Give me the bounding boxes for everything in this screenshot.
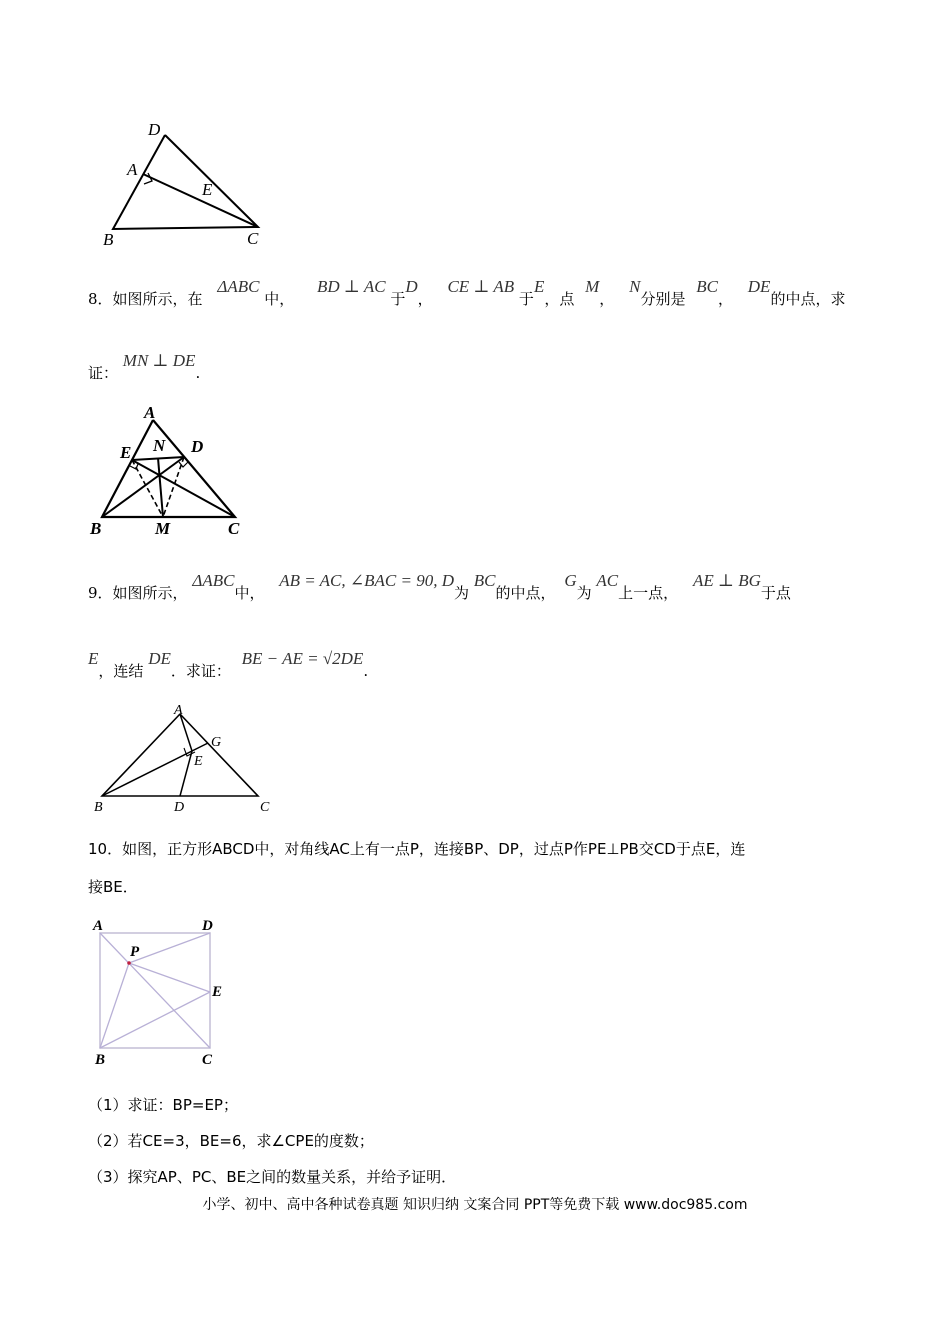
label-A: A xyxy=(93,918,104,934)
label-C: C xyxy=(247,229,259,248)
label-D: D xyxy=(202,918,213,934)
q10-sub1: （1）求证：BP=EP； xyxy=(88,1096,238,1114)
figure-q8-triangle xyxy=(82,400,252,540)
label-M: M xyxy=(155,519,171,538)
label-D: D xyxy=(174,800,185,815)
label-D: D xyxy=(148,120,161,139)
label-D: D xyxy=(191,437,204,456)
q9-line2: E，连结 DE．求证： BE − AE = √2DE. xyxy=(88,649,369,680)
label-B: B xyxy=(94,800,103,815)
label-C: C xyxy=(228,519,240,538)
q10-line2: 接BE． xyxy=(88,878,138,896)
label-G: G xyxy=(211,735,222,750)
label-A: A xyxy=(144,403,156,422)
label-E: E xyxy=(194,754,203,769)
label-P: P xyxy=(130,944,140,960)
label-B: B xyxy=(103,230,114,249)
label-N: N xyxy=(153,436,166,455)
q9-line1: 9．如图所示， ΔABC中， AB = AC, ∠BAC = 90, D为 BC的中点， G为 AC上一点， AE ⊥ BG于点 xyxy=(88,571,791,602)
label-B: B xyxy=(95,1052,106,1067)
q8-line1: 8．如图所示，在 ΔABC 中， BD ⊥ AC 于D， CE ⊥ AB 于E，点 M， N分别是 BC， DE的中点，求 xyxy=(88,277,846,308)
q10-sub3: （3）探究AP、PC、BE之间的数量关系，并给予证明． xyxy=(88,1168,457,1186)
figure-q10-square xyxy=(88,912,238,1067)
label-A: A xyxy=(127,160,138,179)
label-E: E xyxy=(120,443,132,462)
label-B: B xyxy=(90,519,102,538)
label-C: C xyxy=(202,1052,213,1067)
q10-line1: 10．如图，正方形ABCD中，对角线AC上有一点P，连接BP、DP，过点P作PE⊥PB交CD于点E，连 xyxy=(88,840,746,858)
label-E: E xyxy=(202,180,213,199)
label-E: E xyxy=(212,984,223,1000)
label-C: C xyxy=(260,800,270,815)
figure-q7-triangle xyxy=(95,115,275,255)
q10-sub2: （2）若CE=3，BE=6，求∠CPE的度数； xyxy=(88,1132,374,1150)
q8-line2: 证： MN ⊥ DE. xyxy=(88,351,201,382)
figure-q9-triangle xyxy=(88,700,288,815)
label-A: A xyxy=(174,703,183,718)
footer-text: 小学、初中、高中各种试卷真题 知识归纳 文案合同 PPT等免费下载 www.doc985.com xyxy=(202,1197,748,1213)
